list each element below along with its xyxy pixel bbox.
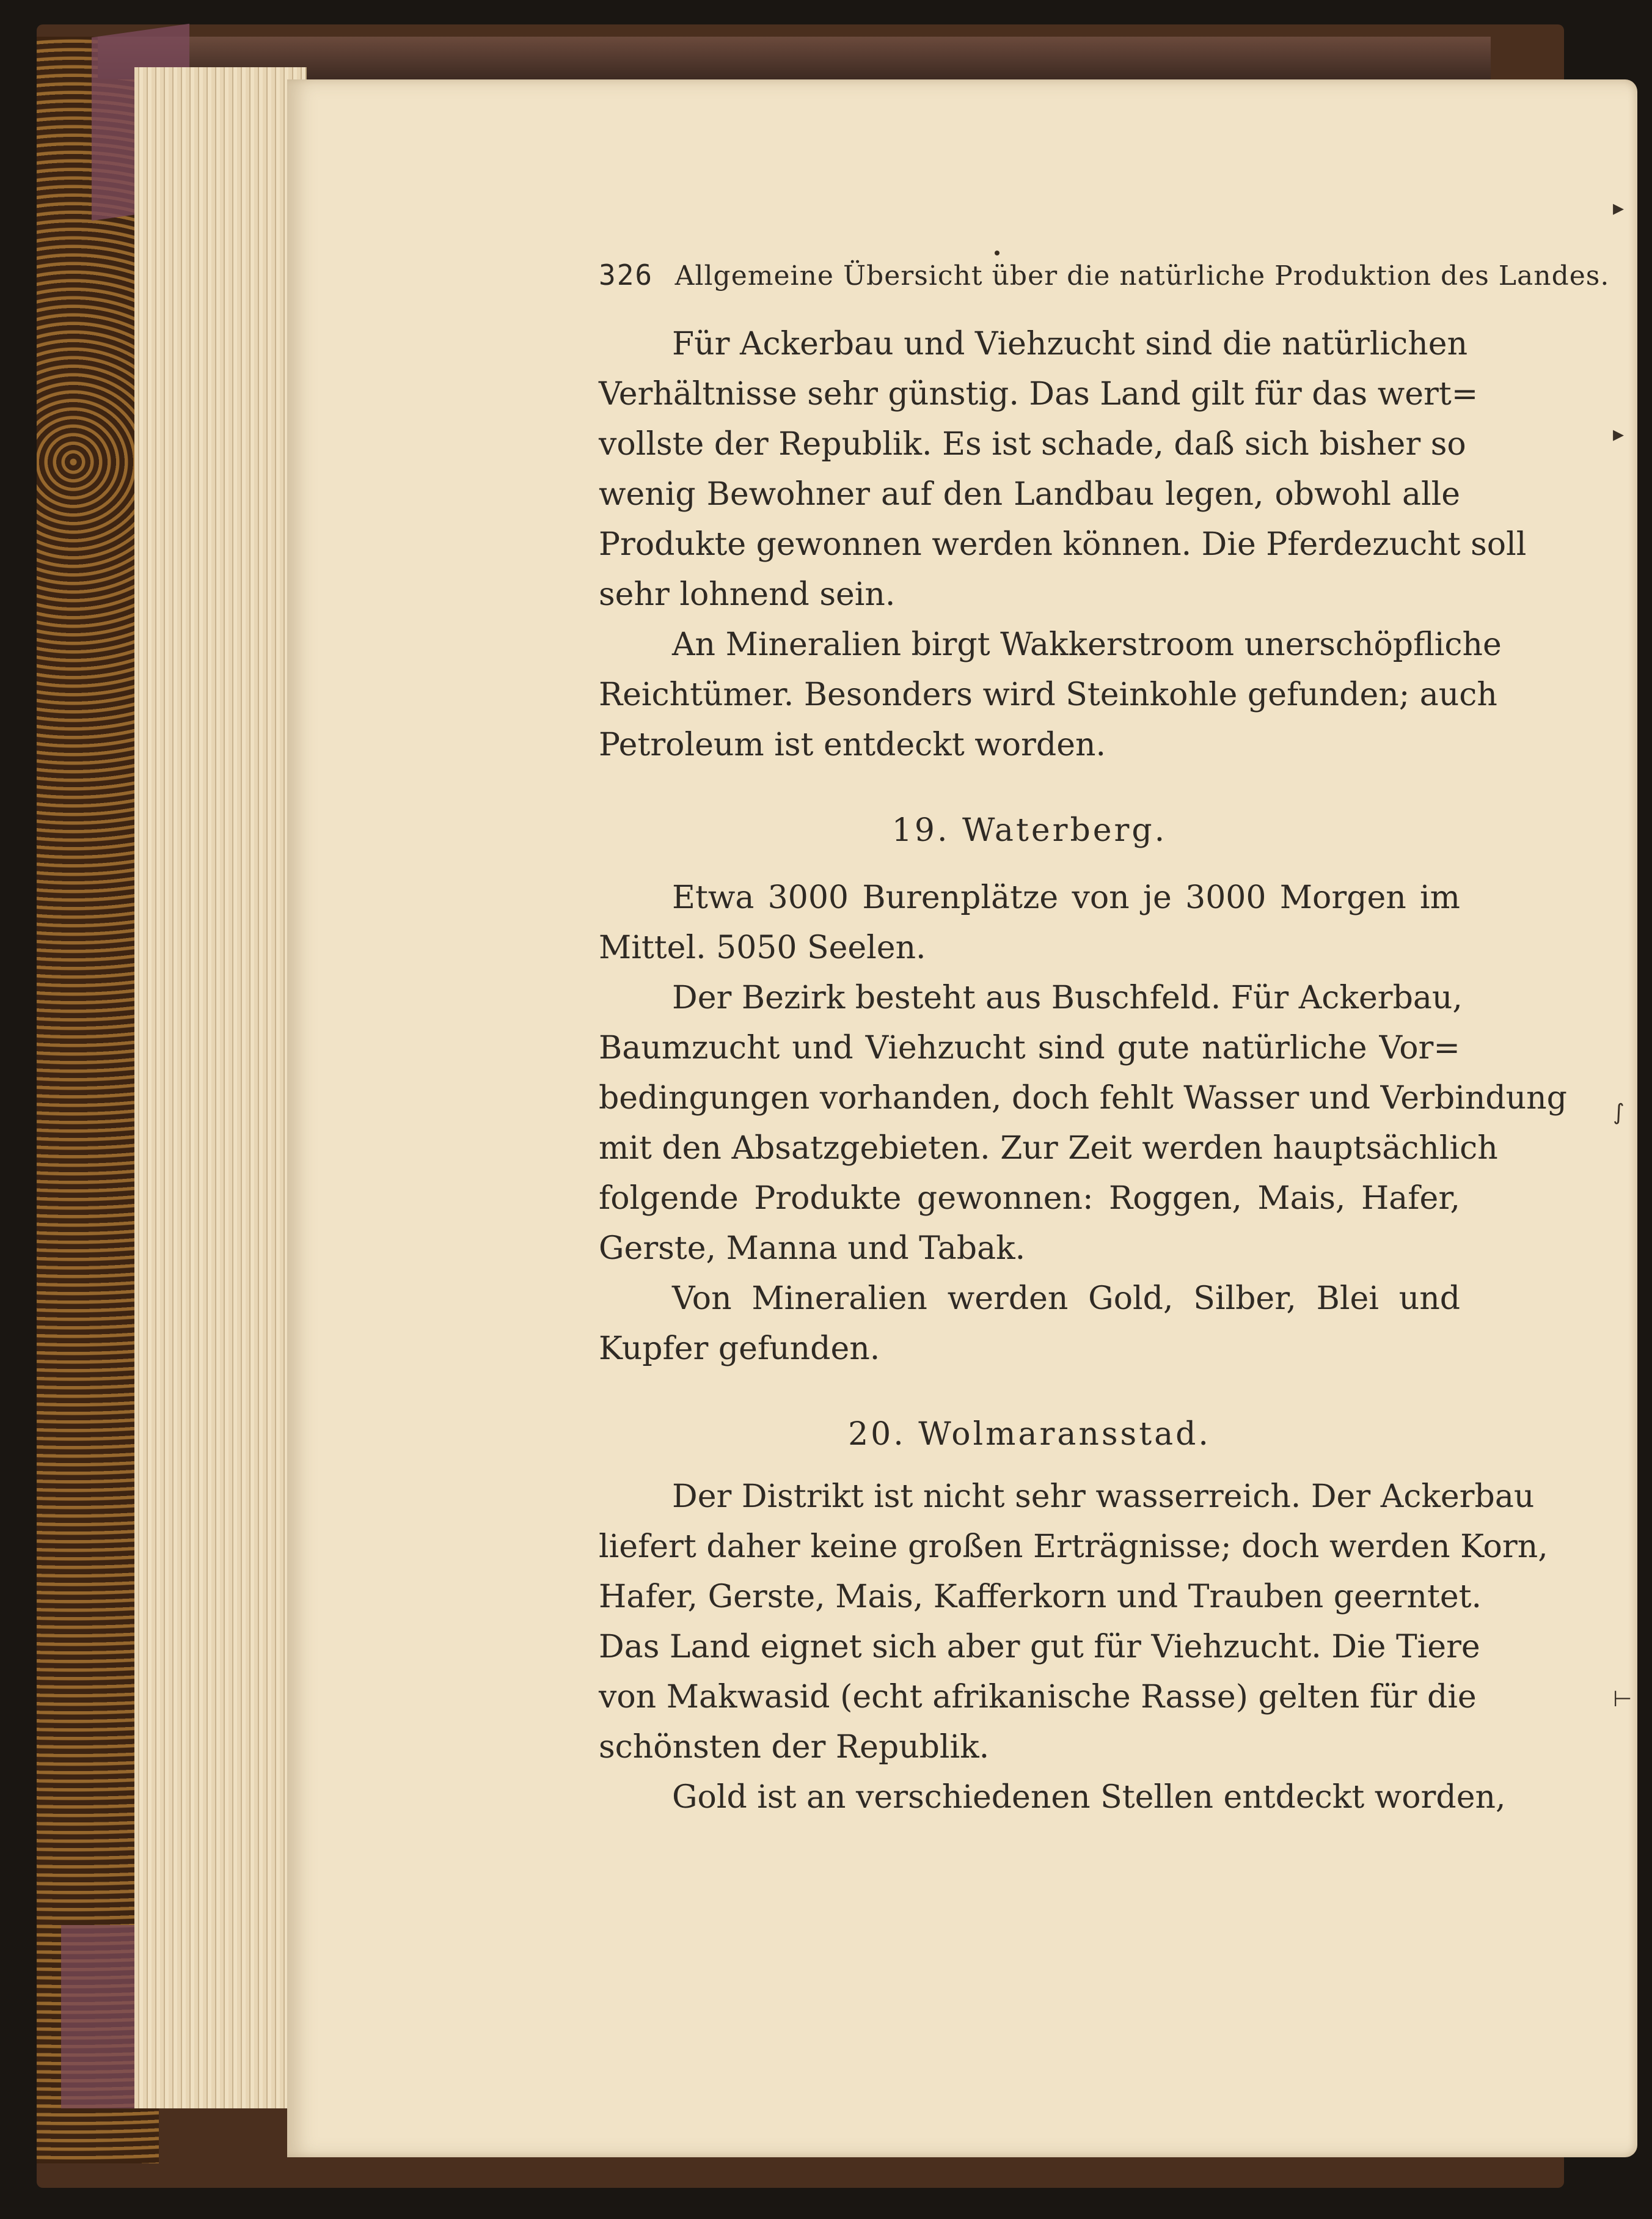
- page-edge-mark: ▸: [1613, 422, 1625, 447]
- running-title: Allgemeine Übersicht über die natürliche Produktion des Landes.: [674, 260, 1610, 292]
- text-line: sehr lohnend sein.: [599, 576, 896, 613]
- text-line: mit den Absatzgebieten. Zur Zeit werden hauptsächlich: [599, 1130, 1498, 1167]
- page-edge-mark: ∫: [1613, 1100, 1625, 1125]
- text-line: Baumzucht und Viehzucht sind gute natürliche Vor=: [599, 1030, 1460, 1066]
- text-line: An Mineralien birgt Wakkerstroom unerschöpfliche: [672, 626, 1502, 663]
- section-heading: 20. Wolmaransstad.: [848, 1416, 1211, 1453]
- page-edge-mark: ▸: [1613, 196, 1625, 221]
- text-line: Mittel. 5050 Seelen.: [599, 930, 926, 966]
- page-number: 326: [599, 259, 654, 292]
- text-line: Reichtümer. Besonders wird Steinkohle gefunden; auch: [599, 677, 1497, 713]
- text-line: Von Mineralien werden Gold, Silber, Blei und: [672, 1280, 1460, 1317]
- stacked-page-edges: [134, 67, 307, 2108]
- text-line: Produkte gewonnen werden können. Die Pferdezucht soll: [599, 526, 1527, 563]
- text-line: Gold ist an verschiedenen Stellen entdeckt worden,: [672, 1779, 1506, 1816]
- text-line: Das Land eignet sich aber gut für Viehzucht. Die Tiere: [599, 1629, 1480, 1665]
- text-line: Der Distrikt ist nicht sehr wasserreich. Der Ackerbau: [672, 1478, 1535, 1515]
- text-line: von Makwasid (echt afrikanische Rasse) gelten für die: [599, 1679, 1477, 1715]
- text-line: Für Ackerbau und Viehzucht sind die natürlichen: [672, 326, 1468, 362]
- section-heading: 19. Waterberg.: [891, 812, 1168, 849]
- text-line: wenig Bewohner auf den Landbau legen, obwohl alle: [599, 476, 1460, 513]
- text-line: Kupfer gefunden.: [599, 1330, 880, 1367]
- text-line: bedingungen vorhanden, doch fehlt Wasser und Verbindung: [599, 1080, 1567, 1117]
- text-line: Etwa 3000 Burenplätze von je 3000 Morgen im: [672, 879, 1460, 916]
- text-line: Hafer, Gerste, Mais, Kafferkorn und Trauben geerntet.: [599, 1579, 1482, 1615]
- text-line: Der Bezirk besteht aus Buschfeld. Für Ackerbau,: [672, 980, 1463, 1016]
- page-edge-mark: ⊢: [1613, 1687, 1632, 1712]
- text-line: folgende Produkte gewonnen: Roggen, Mais, Hafer,: [599, 1180, 1460, 1217]
- running-header: [599, 254, 1610, 296]
- cover-corner-cloth-bottom: [61, 1925, 134, 2108]
- text-line: Gerste, Manna und Tabak.: [599, 1230, 1026, 1267]
- cover-top-edge: [98, 37, 1491, 79]
- text-line: schönsten der Republik.: [599, 1729, 990, 1766]
- text-line: Petroleum ist entdeckt worden.: [599, 727, 1106, 763]
- text-line: liefert daher keine großen Erträgnisse; doch werden Korn,: [599, 1528, 1548, 1565]
- text-line: vollste der Republik. Es ist schade, daß sich bisher so: [599, 426, 1466, 463]
- text-line: Verhältnisse sehr günstig. Das Land gilt für das wert=: [599, 376, 1478, 413]
